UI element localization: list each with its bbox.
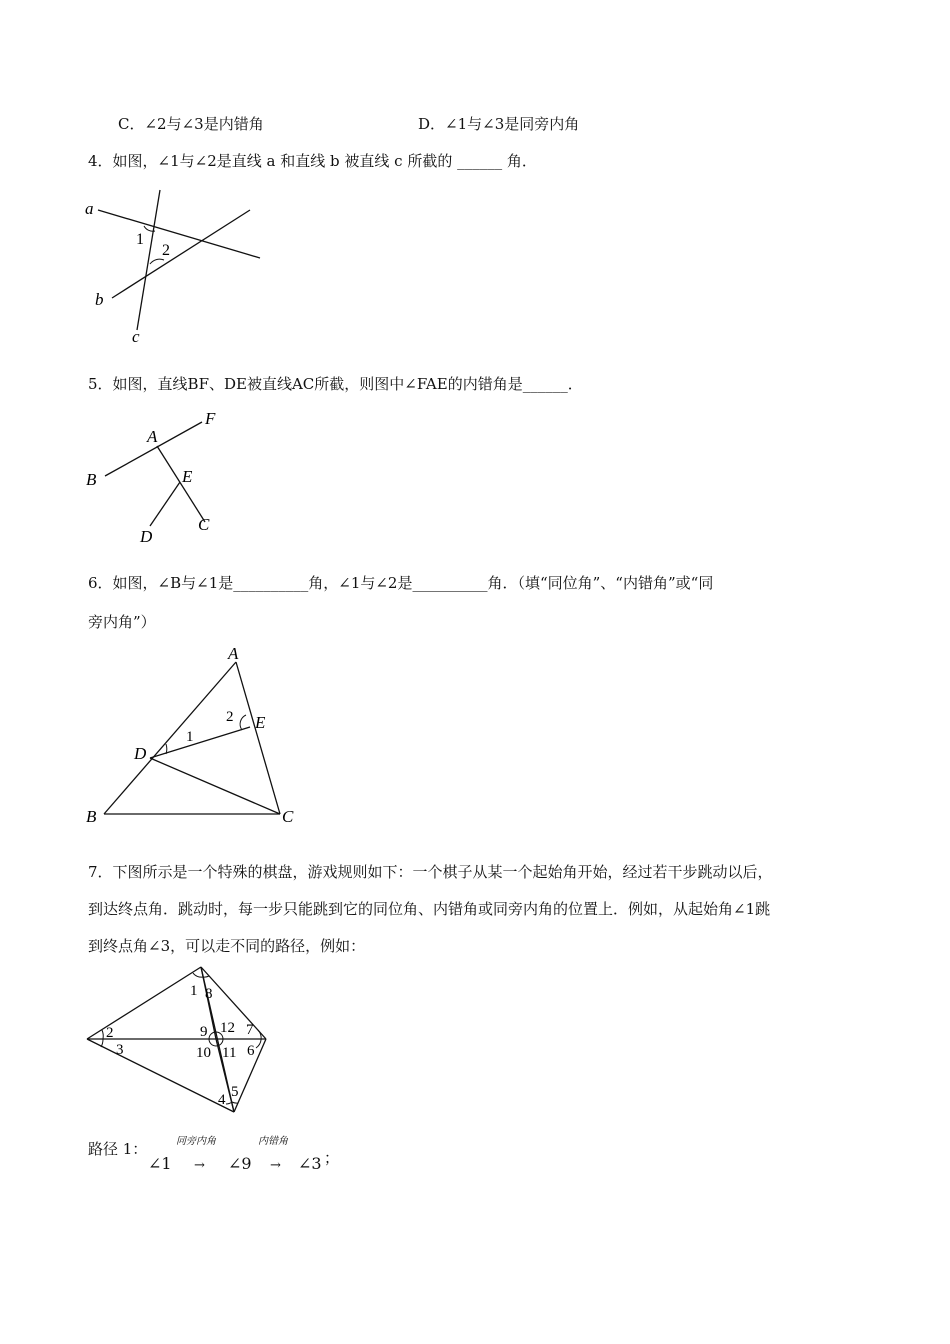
line-ac <box>157 446 205 522</box>
label-C: C <box>282 807 294 826</box>
question-7-line-3: 到终点角∠3，可以走不同的路径，例如： <box>88 937 366 955</box>
angle-2-arc <box>240 715 246 730</box>
question-5-text: 5．如图，直线BF、DE被直线AC所截，则图中∠FAE的内错角是______． <box>88 375 583 393</box>
angle-5-label: 5 <box>231 1084 239 1100</box>
label-B: B <box>86 807 97 826</box>
line-a <box>98 210 260 258</box>
label-E: E <box>182 467 193 486</box>
q4-figure <box>80 180 280 350</box>
angle-2-label: 2 <box>162 242 170 259</box>
path-1-arrow-1: → <box>194 1158 205 1173</box>
line-de <box>150 482 180 526</box>
path-1-end: ； <box>324 1149 340 1167</box>
angle-7-label: 7 <box>246 1022 254 1038</box>
option-d: D．∠1与∠3是同旁内角 <box>418 115 580 133</box>
angle-12-label: 12 <box>220 1020 235 1036</box>
angle-2-label: 2 <box>226 709 234 725</box>
path-1-relation-1: 同旁内角 <box>176 1136 216 1147</box>
path-1-step-1: ∠1 <box>148 1154 172 1173</box>
label-C: C <box>198 515 210 534</box>
label-c: c <box>132 327 140 346</box>
angle-11-label: 11 <box>222 1045 237 1061</box>
question-7-line-1: 7．下图所示是一个特殊的棋盘，游戏规则如下：一个棋子从某一个起始角开始，经过若干步跳动以后， <box>88 863 773 881</box>
angle-1-arc <box>166 744 167 754</box>
label-B: B <box>86 470 97 489</box>
q5-figure <box>80 404 240 549</box>
question-4-text: 4．如图，∠1与∠2是直线 a 和直线 b 被直线 c 所截的 ______ 角． <box>88 152 537 170</box>
label-b: b <box>95 290 104 309</box>
label-D: D <box>140 527 153 546</box>
label-A: A <box>228 644 239 663</box>
label-A: A <box>147 427 158 446</box>
path-1-relation-2: 内错角 <box>258 1136 288 1147</box>
angle-6-label: 6 <box>247 1043 255 1059</box>
q6-figure <box>80 642 310 832</box>
angle-1-label: 1 <box>186 729 194 745</box>
angle-1-label: 1 <box>136 231 144 248</box>
q7-chessboard-figure <box>80 962 280 1118</box>
option-c: C．∠2与∠3是内错角 <box>118 115 264 133</box>
path-1-step-2: ∠9 <box>228 1154 252 1173</box>
line-b <box>112 210 250 298</box>
angle-2-arc <box>150 259 164 264</box>
angle-8-label: 8 <box>205 986 213 1002</box>
label-D: D <box>134 744 147 763</box>
label-a: a <box>85 199 94 218</box>
label-F: F <box>205 409 216 428</box>
angle-2-label: 2 <box>106 1025 114 1041</box>
path-1-arrow-2: → <box>270 1158 281 1173</box>
segment-dc <box>150 758 280 814</box>
segment-de <box>150 727 250 758</box>
path-1-label: 路径 1： <box>88 1140 148 1158</box>
side-ac <box>236 662 280 814</box>
question-6-line-1: 6．如图，∠B与∠1是__________角，∠1与∠2是__________角．（填“同位角”、“内错角”或“同 <box>88 574 714 592</box>
angle-10-label: 10 <box>196 1045 211 1061</box>
angle-1-label: 1 <box>190 983 198 999</box>
angle-4-label: 4 <box>218 1092 226 1108</box>
question-7-line-2: 到达终点角．跳动时，每一步只能跳到它的同位角、内错角或同旁内角的位置上．例如，从起始角∠1跳 <box>88 900 771 918</box>
angle-3-label: 3 <box>116 1042 124 1058</box>
path-1-step-3: ∠3 <box>298 1154 322 1173</box>
label-E: E <box>255 713 266 732</box>
angle-9-label: 9 <box>200 1024 208 1040</box>
question-6-line-2: 旁内角”） <box>88 613 156 631</box>
